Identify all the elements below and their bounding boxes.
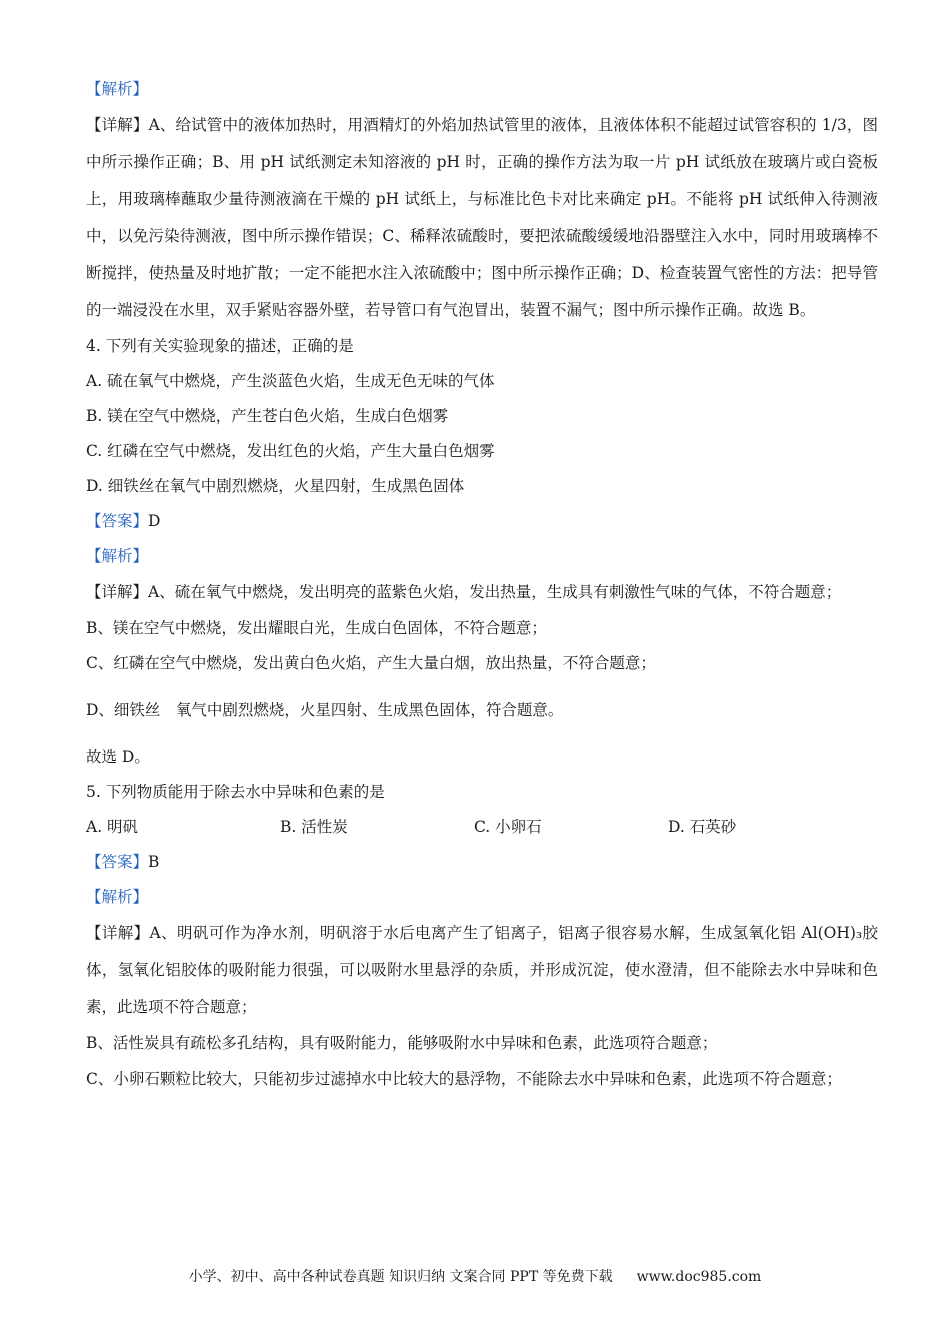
question-4-answer (86, 504, 878, 539)
question-5-detail-a (86, 915, 878, 1026)
question-5-option-d: D. 石英砂 (668, 818, 737, 836)
analysis-tag: 【解析】 (86, 547, 149, 565)
question-4-option-d: D. 细铁丝在氧气中剧烈燃烧，火星四射，生成黑色固体 (86, 477, 465, 495)
analysis-heading (86, 72, 878, 107)
question-5-option-c: C. 小卵石 (474, 818, 542, 836)
question-4-detail-a (86, 574, 878, 611)
question-4-option-a: A. 硫在氧气中燃烧，产生淡蓝色火焰，生成无色无味的气体 (86, 372, 495, 390)
question-5-detail-c: C、小卵石颗粒比较大，只能初步过滤掉水中比较大的悬浮物，不能除去水中异味和色素，此选项不符合题意； (86, 1070, 842, 1088)
question-4-option-c: C. 红磷在空气中燃烧，发出红色的火焰，产生大量白色烟雾 (86, 442, 495, 460)
detail-paragraph-q3 (86, 107, 878, 329)
footer-site-link[interactable]: www.doc985.com (636, 1269, 762, 1285)
answer-tag: 【答案】 (86, 853, 149, 871)
question-4-detail-d: D、细铁丝 氧气中剧烈燃烧，火星四射、生成黑色固体，符合题意。 (86, 701, 564, 719)
detail-tag: 【详解】 (86, 924, 150, 942)
question-5-option-b: B. 活性炭 (280, 818, 348, 836)
question-5-detail-b: B、活性炭具有疏松多孔结构，具有吸附能力，能够吸附水中异味和色素，此选项符合题意； (86, 1034, 718, 1052)
question-4-stem: 4. 下列有关实验现象的描述，正确的是 (86, 337, 354, 355)
question-4-detail-c: C、红磷在空气中燃烧，发出黄白色火焰，产生大量白烟，放出热量，不符合题意； (86, 654, 656, 672)
analysis-tag: 【解析】 (86, 888, 149, 906)
question-4-option-b: B. 镁在空气中燃烧，产生苍白色火焰，生成白色烟雾 (86, 407, 449, 425)
document-page (86, 72, 878, 1098)
detail-text: A、给试管中的液体加热时，用酒精灯的外焰加热试管里的液体，且液体体积不能超过试管容积的 1/3，图中所示操作正确；B、用 pH 试纸测定未知溶液的 pH 时，正确的操作方法为取一片 pH 试纸放在玻璃片或白瓷板上，用玻璃棒蘸取少量待测液滴在干燥的 pH 试纸上，与标准比色卡对比来确定 pH。不能将 pH 试纸伸入待测液中，以免污染待测液，图中所示操作错误；C、稀释浓硫酸时，要把浓硫酸缓缓地沿器壁注入水中，同时用玻璃棒不断搅拌，使热量及时地扩散；一定不能把水注入浓硫酸中；图中所示操作正确；D、检查装置气密性的方法：把导管的一端浸没在水里，双手紧贴容器外壁，若导管口有气泡冒出，装置不漏气；图中所示操作正确。故选 B。 (86, 116, 878, 319)
question-5-stem: 5. 下列物质能用于除去水中异味和色素的是 (86, 783, 385, 801)
detail-text: A、明矾可作为净水剂，明矾溶于水后电离产生了铝离子，铝离子很容易水解，生成氢氧化铝 Al(OH)₃胶体，氢氧化铝胶体的吸附能力很强，可以吸附水里悬浮的杂质，并形成沉淀，使水澄清，但不能除去水中异味和色素，此选项不符合题意； (86, 924, 878, 1016)
detail-text: A、硫在氧气中燃烧，发出明亮的蓝紫色火焰，发出热量，生成具有刺激性气味的气体，不符合题意； (148, 583, 842, 601)
analysis-tag: 【解析】 (86, 80, 149, 98)
question-5-answer (86, 845, 878, 880)
question-4-analysis-heading (86, 539, 878, 574)
detail-tag: 【详解】 (86, 116, 149, 134)
question-5-option-a: A. 明矾 (86, 818, 139, 836)
answer-tag: 【答案】 (86, 512, 149, 530)
page-footer (0, 1266, 950, 1288)
answer-value: D (148, 512, 161, 530)
question-4-detail-b: B、镁在空气中燃烧，发出耀眼白光，生成白色固体，不符合题意； (86, 619, 547, 637)
question-5-analysis-heading (86, 880, 878, 915)
footer-text: 小学、初中、高中各种试卷真题 知识归纳 文案合同 PPT 等免费下载 (188, 1269, 613, 1285)
question-5-options (86, 810, 878, 845)
detail-tag: 【详解】 (86, 583, 149, 601)
question-4-conclusion: 故选 D。 (86, 748, 150, 766)
answer-value: B (148, 853, 160, 871)
